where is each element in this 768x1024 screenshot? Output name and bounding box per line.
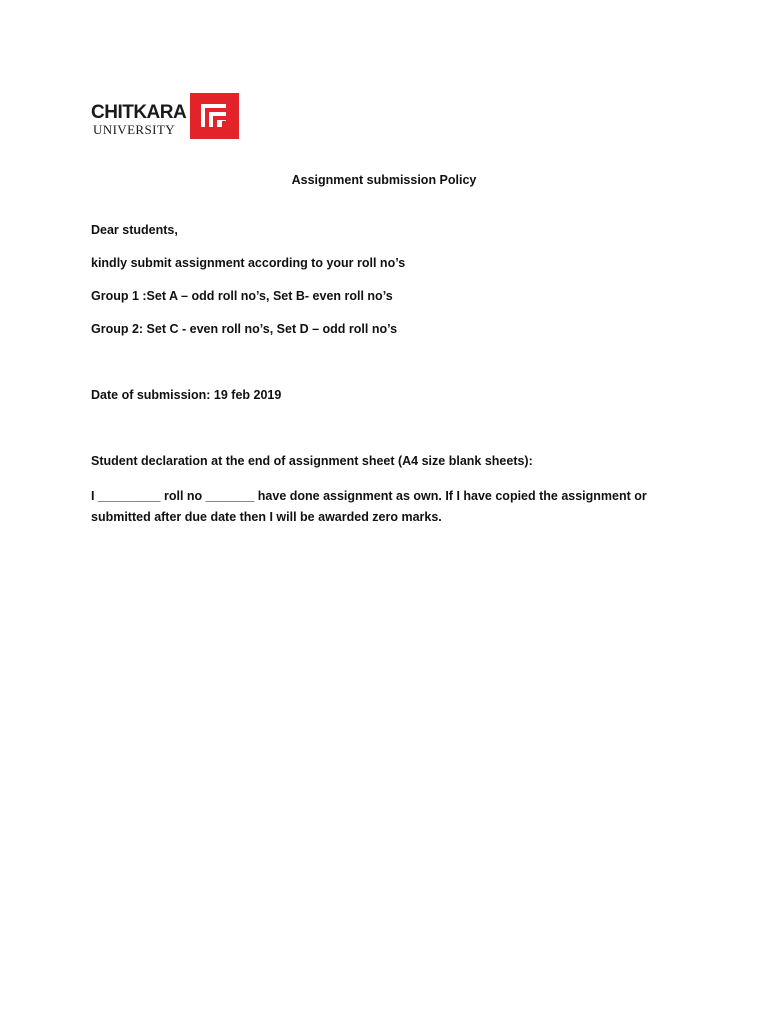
instruction-text: kindly submit assignment according to your roll no’s xyxy=(91,256,406,270)
group2-rule: Group 2: Set C - even roll no’s, Set D – odd roll no’s xyxy=(91,322,398,336)
logo-mark-icon xyxy=(190,93,239,139)
document-title: Assignment submission Policy xyxy=(291,173,477,187)
group1-rule: Group 1 :Set A – odd roll no’s, Set B- even roll no’s xyxy=(91,289,393,303)
logo-subtitle: UNIVERSITY xyxy=(93,122,175,137)
logo-wordmark: CHITKARA xyxy=(91,102,187,123)
declaration-heading: Student declaration at the end of assignment sheet (A4 size blank sheets): xyxy=(91,454,533,468)
university-logo xyxy=(91,93,241,141)
salutation: Dear students, xyxy=(91,223,178,237)
submission-date: Date of submission: 19 feb 2019 xyxy=(91,388,282,402)
declaration-text: I _________ roll no _______ have done assignment as own. If I have copied the assignment or submitted after due date then I will be awarded zero marks. xyxy=(91,489,647,524)
